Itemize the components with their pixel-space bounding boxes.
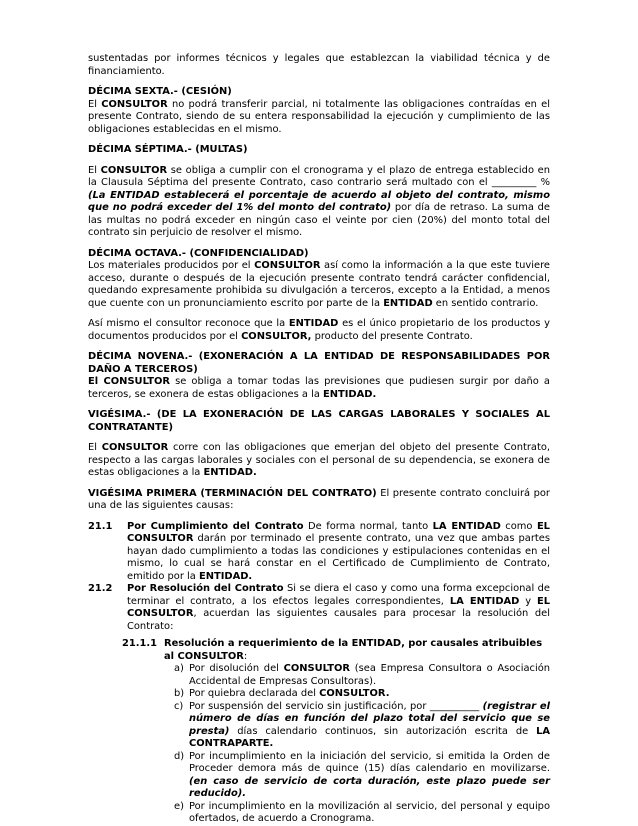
clause-19-text: El CONSULTOR se obliga a tomar todas las previsiones que pudiesen surgir por daño a terceros, se exonera de estas obligaciones a la ENTIDAD. <box>88 376 550 400</box>
intro-paragraph: sustentadas por informes técnicos y legales que establezcan la viabilidad técnica y de financiamiento. <box>88 53 550 77</box>
list-item <box>174 751 550 801</box>
clause-18-title: DÉCIMA OCTAVA.- (CONFIDENCIALIDAD) <box>88 247 309 259</box>
item-21-2-number: 21.2 <box>88 583 113 594</box>
clause-16-title: DÉCIMA SEXTA.- (CESIÓN) <box>88 86 232 97</box>
list-text: Por quiebra declarada del CONSULTOR. <box>189 688 390 699</box>
list-letter: e) <box>174 800 184 812</box>
list-letter: b) <box>174 688 185 699</box>
clause-20-title: VIGÉSIMA.- (DE LA EXONERACIÓN DE LAS CARGAS LABORALES Y SOCIALES AL CONTRATANTE) <box>88 409 550 433</box>
item-21-1 <box>88 521 550 584</box>
item-21-1-number: 21.1 <box>88 520 113 532</box>
list-text: Por incumplimiento en la iniciación del servicio, si emitida la Orden de Proceder demora más de quince (15) días calendario en movilizarse. (en caso de servicio de corta duración, este plazo puede ser reducido). <box>189 750 550 799</box>
list-item <box>174 801 550 826</box>
subsection-21-1-1-title: Resolución a requerimiento de la ENTIDAD, por causales atribuibles al CONSULTOR: <box>164 638 543 662</box>
clause-20-text: El CONSULTOR corre con las obligaciones que emerjan del objeto del presente Contrato, respecto a las cargas laborales y sociales con el personal de su dependencia, se exonera de estas obligaciones a la ENTIDAD. <box>88 442 550 478</box>
subsection-21-1-1 <box>122 638 550 826</box>
list-text: Por incumplimiento en la movilización al servicio, del personal y equipo ofertados, de acuerdo a Cronograma. <box>189 800 550 824</box>
causes-list <box>174 663 550 826</box>
item-21-2-text: Por Resolución del Contrato Si se diera el caso y como una forma excepcional de terminar el contrato, a los efectos legales correspondientes, LA ENTIDAD y EL CONSULTOR, acuerdan las siguientes causales para procesar la resolución del Contrato: <box>127 583 550 632</box>
clause-19-title: DÉCIMA NOVENA.- (EXONERACIÓN A LA ENTIDAD DE RESPONSABILIDADES POR DAÑO A TERCEROS) <box>88 351 550 375</box>
clause-16-text: El CONSULTOR no podrá transferir parcial, ni totalmente las obligaciones contraídas en el presente Contrato, siendo de su entera responsabilidad la ejecución y cumplimiento de las obligaciones establecidas en el mismo. <box>88 98 550 135</box>
clause-18-text-2: Así mismo el consultor reconoce que la ENTIDAD es el único propietario de los productos y documentos producidos por el CONSULTOR, producto del presente Contrato. <box>88 318 550 342</box>
clause-17-title: DÉCIMA SÉPTIMA.- (MULTAS) <box>88 144 248 155</box>
subsection-21-1-1-heading <box>122 638 550 663</box>
clause-17-text: El CONSULTOR se obliga a cumplir con el cronograma y el plazo de entrega establecido en la Clausula Séptima del presente Contrato, caso contrario será multado con el _________ % (La ENTIDAD establecerá el porcentaje de acuerdo al objeto del contrato, mismo que no podrá exceder del 1% del monto del contrato) por día de retraso. La suma de las multas no podrá exceder en ningún caso el veinte por cien (20%) del monto total del contrato sin perjuicio de resolver el mismo. <box>88 164 550 238</box>
list-letter: c) <box>174 700 184 712</box>
clause-18-text-1: Los materiales producidos por el CONSULTOR así como la información a la que este tuviere acceso, durante o después de la ejecución presente contrato tendrá carácter confidencial, quedando expresamente prohibida su divulgación a terceros, excepto a la Entidad, a menos que cuente con un pronunciamiento escrito por parte de la ENTIDAD en sentido contrario. <box>88 260 550 309</box>
list-item <box>174 663 550 688</box>
list-item <box>174 701 550 751</box>
list-letter: d) <box>174 750 185 762</box>
list-item <box>174 688 550 701</box>
clause-21-intro: VIGÉSIMA PRIMERA (TERMINACIÓN DEL CONTRATO) El presente contrato concluirá por una de las siguientes causas: <box>88 487 550 511</box>
subsection-21-1-1-number: 21.1.1 <box>122 638 157 649</box>
list-text: Por disolución del CONSULTOR (sea Empresa Consultora o Asociación Accidental de Empresas Consultoras). <box>189 663 550 687</box>
item-21-1-text: Por Cumplimiento del Contrato De forma normal, tanto LA ENTIDAD como EL CONSULTOR darán por terminado el presente contrato, una vez que ambas partes hayan dado cumplimiento a todas las condiciones y estipulaciones contenidas en el mismo, lo cual se hará constar en el Certificado de Cumplimiento de Contrato, emitido por la ENTIDAD. <box>127 520 550 582</box>
item-21-2 <box>88 583 550 633</box>
list-letter: a) <box>174 663 184 674</box>
list-text: Por suspensión del servicio sin justificación, por __________ (registrar el número de días en función del plazo total del servicio que se presta) días calendario continuos, sin autorización escrita de LA CONTRAPARTE. <box>189 700 550 749</box>
